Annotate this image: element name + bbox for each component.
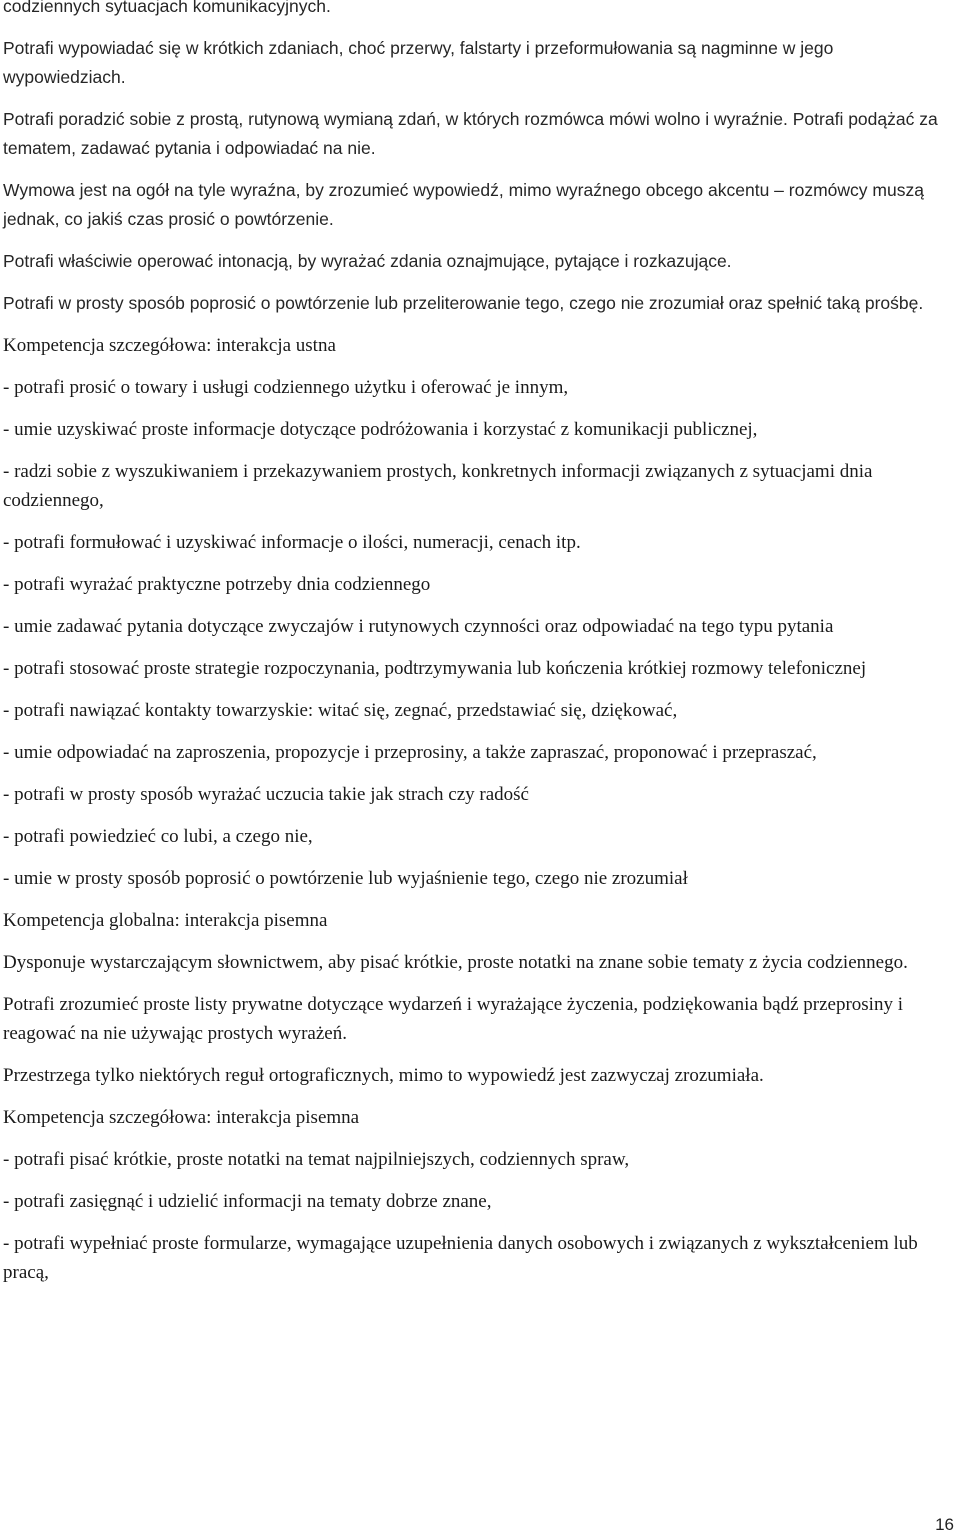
list-item: - umie w prosty sposób poprosić o powtórzenie lub wyjaśnienie tego, czego nie zrozumiał: [3, 868, 688, 889]
paragraph: Potrafi w prosty sposób poprosić o powtórzenie lub przeliterowanie tego, czego nie zrozumiał oraz spełnić taką prośbę.: [3, 293, 924, 313]
paragraph: Wymowa jest na ogół na tyle wyraźna, by zrozumieć wypowiedź, mimo wyraźnego obcego akcentu – rozmówcy muszą jednak, co jakiś czas prosić o powtórzenie.: [3, 180, 924, 229]
paragraph: Dysponuje wystarczającym słownictwem, aby pisać krótkie, proste notatki na znane sobie tematy z życia codziennego.: [3, 952, 908, 973]
list-item: - radzi sobie z wyszukiwaniem i przekazywaniem prostych, konkretnych informacji związanych z sytuacjami dnia codziennego,: [3, 461, 873, 511]
paragraph: Potrafi poradzić sobie z prostą, rutynową wymianą zdań, w których rozmówca mówi wolno i wyraźnie. Potrafi podążać za tematem, zadawać pytania i odpowiadać na nie.: [3, 109, 938, 158]
paragraph: codziennych sytuacjach komunikacyjnych.: [3, 0, 331, 16]
page-number: 16: [935, 1515, 954, 1534]
section-heading: Kompetencja szczegółowa: interakcja ustna: [3, 335, 336, 356]
paragraph: Potrafi zrozumieć proste listy prywatne dotyczące wydarzeń i wyrażające życzenia, podziękowania bądź przeprosiny i reagować na nie używając prostych wyrażeń.: [3, 994, 903, 1044]
list-item: - potrafi pisać krótkie, proste notatki na temat najpilniejszych, codziennych spraw,: [3, 1149, 630, 1170]
list-item: - potrafi zasięgnąć i udzielić informacji na tematy dobrze znane,: [3, 1191, 492, 1212]
paragraph: Przestrzega tylko niektórych reguł ortograficznych, mimo to wypowiedź jest zazwyczaj zrozumiała.: [3, 1065, 764, 1086]
list-item: - potrafi formułować i uzyskiwać informacje o ilości, numeracji, cenach itp.: [3, 532, 581, 553]
list-item: - potrafi wyrażać praktyczne potrzeby dnia codziennego: [3, 574, 431, 595]
list-item: - umie odpowiadać na zaproszenia, propozycje i przeprosiny, a także zapraszać, proponować i przepraszać,: [3, 742, 817, 763]
list-item: - potrafi prosić o towary i usługi codziennego użytku i oferować je innym,: [3, 377, 569, 398]
list-item: - potrafi powiedzieć co lubi, a czego nie,: [3, 826, 313, 847]
paragraph: Potrafi wypowiadać się w krótkich zdaniach, choć przerwy, falstarty i przeformułowania są nagminne w jego wypowiedziach.: [3, 38, 834, 87]
list-item: - umie uzyskiwać proste informacje dotyczące podróżowania i korzystać z komunikacji publicznej,: [3, 419, 758, 440]
list-item: - umie zadawać pytania dotyczące zwyczajów i rutynowych czynności oraz odpowiadać na tego typu pytania: [3, 616, 834, 637]
list-item: - potrafi nawiązać kontakty towarzyskie: witać się, zegnać, przedstawiać się, dziękować,: [3, 700, 678, 721]
list-item: - potrafi wypełniać proste formularze, wymagające uzupełnienia danych osobowych i związanych z wykształceniem lub pracą,: [3, 1233, 918, 1283]
section-heading: Kompetencja szczegółowa: interakcja pisemna: [3, 1107, 360, 1128]
list-item: - potrafi stosować proste strategie rozpoczynania, podtrzymywania lub kończenia krótkiej rozmowy telefonicznej: [3, 658, 867, 679]
section-heading: Kompetencja globalna: interakcja pisemna: [3, 910, 328, 931]
list-item: - potrafi w prosty sposób wyrażać uczucia takie jak strach czy radość: [3, 784, 529, 805]
paragraph: Potrafi właściwie operować intonacją, by wyrażać zdania oznajmujące, pytające i rozkazujące.: [3, 251, 732, 271]
document-body: [3, 0, 955, 1300]
